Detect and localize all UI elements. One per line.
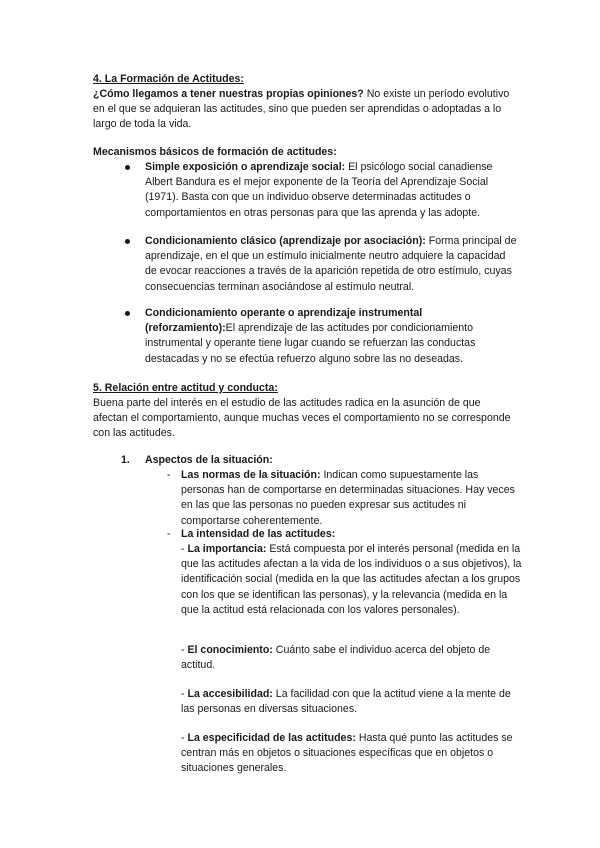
section-5-heading: 5. Relación entre actitud y conducta: — [93, 382, 278, 394]
section-5-intro: Buena parte del interés en el estudio de las actitudes radica en la asunción de que afectan el comportamiento, aunque muchas veces el comportamiento no se corresponde con las actitudes. — [93, 397, 511, 440]
accessibility-subitem: - La accesibilidad: La facilidad con que la actitud viene a la mente de las personas en diversas situaciones. — [181, 688, 511, 716]
section-4-heading: 4. La Formación de Actitudes: — [93, 73, 244, 85]
attitude-intensity-item: - La intensidad de las actitudes: — [181, 527, 524, 542]
mechanism-item: Simple exposición o aprendizaje social: El psicólogo social canadiense Albert Bandura es el mejor exponente de la Teoría del Aprendizaje Social (1971). Basta con que un individuo observe determinadas actitudes o comportamientos en otras personas para que las aprenda y las adopte. — [145, 160, 520, 221]
question-text: ¿Cómo llegamos a tener nuestras propias opiniones? — [93, 88, 364, 100]
knowledge-subitem: - El conocimiento: Cuánto sabe el individuo acerca del objeto de actitud. — [181, 644, 491, 672]
mechanism-item: Condicionamiento clásico (aprendizaje por asociación): Forma principal de aprendizaje, en el que un estímulo inicialmente neutro adquiere la capacidad de evocar reacciones a través de la aparición repetida de otro estímulo, cuyas consecuencias terminan asociándose al estímulo neutral. — [145, 234, 520, 295]
bullet-icon — [125, 311, 130, 316]
specificity-subitem: - La especificidad de las actitudes: Hasta qué punto las actitudes se centran más en objetos o situaciones específicas que en objetos o situaciones generales. — [181, 732, 513, 775]
bullet-icon — [125, 165, 130, 170]
bullet-icon — [125, 239, 130, 244]
situation-aspects-title: 1. Aspectos de la situación: — [145, 453, 520, 468]
importance-subitem: - La importancia: Está compuesta por el interés personal (medida en la que las actitudes afectan a la vida de los individuos o a sus objetivos), la identificación social (medida en la que las actitudes afectan a los grupos con los que se identifican las personas), y la relevancia (medida en la que la actitud está relacionada con los valores personales). — [181, 543, 522, 616]
section-4-intro — [93, 87, 513, 133]
dash-marker: - — [167, 528, 171, 540]
mechanism-item: Condicionamiento operante o aprendizaje instrumental (reforzamiento):El aprendizaje de las actitudes por condicionamiento instrumental y operante tiene lugar cuando se refuerzan las conductas destacadas y no se efectúa refuerzo alguno sobre las no deseadas. — [145, 306, 490, 367]
situation-norms-item: - Las normas de la situación: Indican como supuestamente las personas han de comportarse en determinadas situaciones. Hay veces en las que las personas no pueden expresar sus actitudes ni comportarse coherentemente. — [167, 469, 515, 527]
mechanisms-heading: Mecanismos básicos de formación de actitudes: — [93, 146, 337, 158]
answer-text: No existe un período evolutivo en el que se adquieran las actitudes, sino que pueden ser aprendidas o adoptadas a lo largo de toda la vida. — [93, 88, 510, 131]
dash-marker: - — [167, 469, 171, 481]
list-number: 1. — [121, 454, 130, 466]
